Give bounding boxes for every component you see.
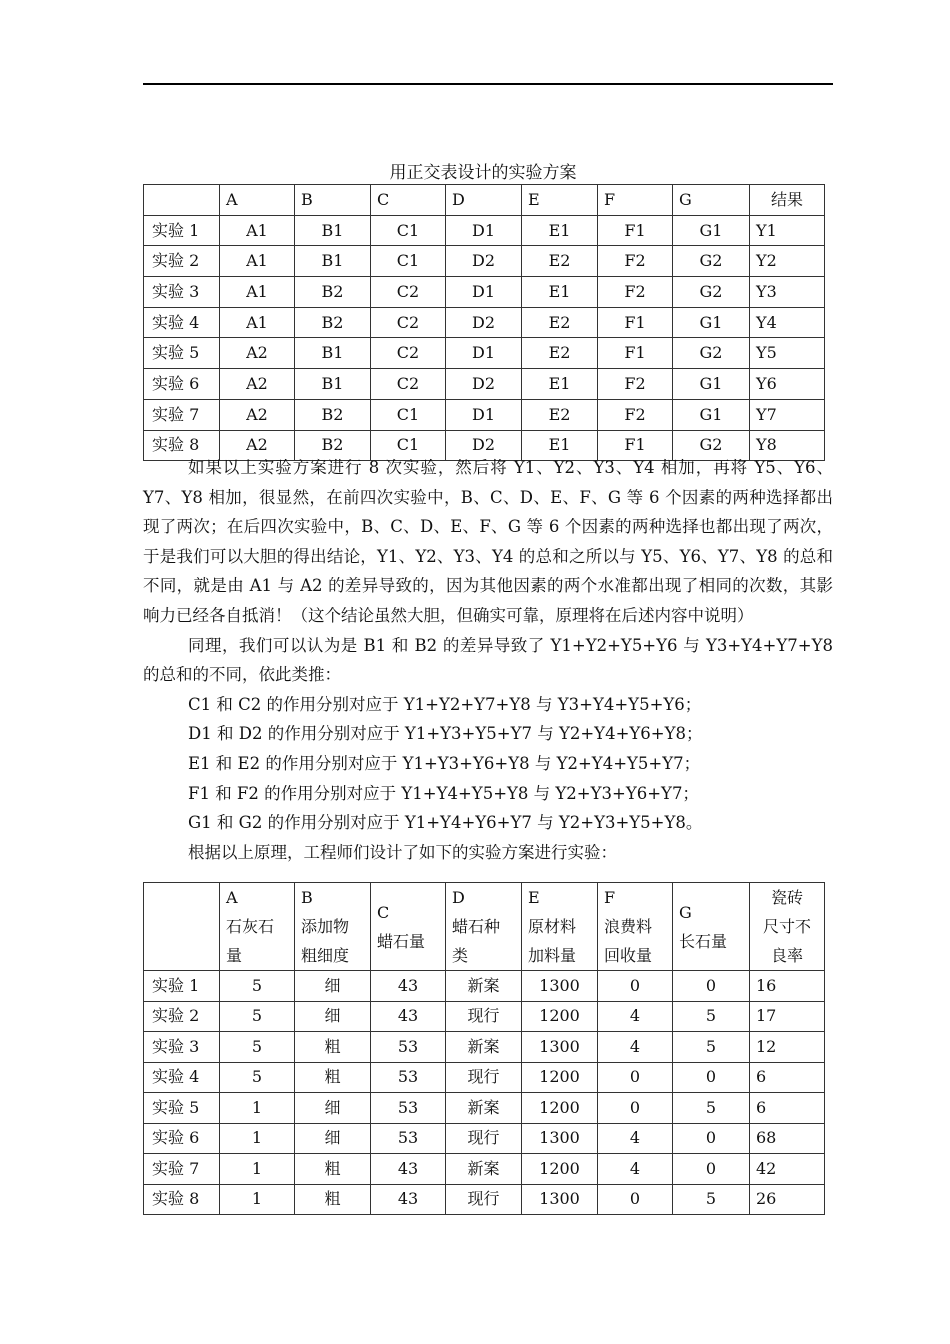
table-cell: 新案 [446, 1032, 522, 1063]
table-cell: 4 [598, 1154, 673, 1185]
table-cell: 粗 [295, 1184, 371, 1215]
table-cell: B1 [295, 369, 371, 400]
table-cell: 0 [598, 1093, 673, 1124]
table-cell: Y2 [750, 246, 825, 277]
table-cell: F2 [598, 369, 673, 400]
table-cell: C2 [371, 277, 446, 308]
table2-header-cell: E 原材料 加料量 [522, 883, 598, 971]
table-cell: 现行 [446, 1123, 522, 1154]
table-cell: D2 [446, 307, 522, 338]
table1-header-cell: 结果 [750, 185, 825, 216]
table-cell: Y6 [750, 369, 825, 400]
table-cell: C2 [371, 369, 446, 400]
table-cell: 细 [295, 1123, 371, 1154]
table-cell: 17 [750, 1001, 825, 1032]
table-cell: 1200 [522, 1093, 598, 1124]
table-cell: F2 [598, 277, 673, 308]
table-cell: 0 [673, 1154, 750, 1185]
formula-line-c: C1 和 C2 的作用分别对应于 Y1+Y2+Y7+Y8 与 Y3+Y4+Y5+Y6； [188, 694, 702, 714]
table-cell: A1 [220, 307, 295, 338]
table-cell: A2 [220, 399, 295, 430]
table-row [144, 338, 825, 369]
table-cell: 43 [371, 971, 446, 1002]
row-label: 实验 1 [144, 215, 220, 246]
table1-header-cell: C [371, 185, 446, 216]
table2-header-cell: G 长石量 [673, 883, 750, 971]
paragraph-analysis: 如果以上实验方案进行 8 次实验，然后将 Y1、Y2、Y3、Y4 相加，再将 Y5、Y6、Y7、Y8 相加，很显然，在前四次实验中，B、C、D、E、F、G 等 6 个因素的两种选择都出现了两次；在后四次实验中，B、C、D、E、F、G 等 6 个因素的两种选择也都出现了两次，于是我们可以大胆的得出结论，Y1、Y2、Y3、Y4 的总和之所以与 Y5、Y6、Y7、Y8 的总和不同，就是由 A1 与 A2 的差异导致的，因为其他因素的两个水准都出现了相同的次数，其影响力已经各自抵消！（这个结论虽然大胆，但确实可靠，原理将在后述内容中说明） [143, 458, 833, 625]
table-cell: G2 [673, 277, 750, 308]
table-cell: 4 [598, 1123, 673, 1154]
table-row [144, 1001, 825, 1032]
table-cell: F1 [598, 307, 673, 338]
table-cell: 12 [750, 1032, 825, 1063]
table-cell: 1300 [522, 1123, 598, 1154]
paragraph-design-intro: 根据以上原理，工程师们设计了如下的实验方案进行实验： [188, 842, 617, 862]
table-cell: 0 [598, 1184, 673, 1215]
table1-header-cell: D [446, 185, 522, 216]
table-cell: C2 [371, 338, 446, 369]
table-cell: 0 [598, 1062, 673, 1093]
table1-header-cell: A [220, 185, 295, 216]
table-cell: Y7 [750, 399, 825, 430]
table-cell: 粗 [295, 1032, 371, 1063]
table-cell: D2 [446, 369, 522, 400]
table-cell: 现行 [446, 1001, 522, 1032]
row-label: 实验 7 [144, 1154, 220, 1185]
table-cell: 5 [220, 1001, 295, 1032]
table-cell: A2 [220, 430, 295, 461]
table-cell: C1 [371, 430, 446, 461]
table-row [144, 277, 825, 308]
table-cell: Y8 [750, 430, 825, 461]
table-cell: A1 [220, 215, 295, 246]
table-cell: G2 [673, 338, 750, 369]
table-cell: A1 [220, 277, 295, 308]
table-cell: 53 [371, 1093, 446, 1124]
table1-header-row [144, 185, 825, 216]
table-cell: 1 [220, 1154, 295, 1185]
table-row [144, 1184, 825, 1215]
table-cell: A2 [220, 369, 295, 400]
table-cell: C2 [371, 307, 446, 338]
table-row [144, 215, 825, 246]
table-cell: E1 [522, 369, 598, 400]
table-cell: B2 [295, 399, 371, 430]
table-cell: 0 [673, 1062, 750, 1093]
table-cell: B1 [295, 246, 371, 277]
table-cell: 26 [750, 1184, 825, 1215]
table-cell: C1 [371, 246, 446, 277]
table-cell: 4 [598, 1032, 673, 1063]
row-label: 实验 7 [144, 399, 220, 430]
table-cell: E1 [522, 430, 598, 461]
table-cell: 5 [673, 1032, 750, 1063]
table2-header-cell: 瓷砖 尺寸不 良率 [750, 883, 825, 971]
row-label: 实验 6 [144, 369, 220, 400]
row-label: 实验 2 [144, 246, 220, 277]
table-row [144, 1062, 825, 1093]
table-row [144, 971, 825, 1002]
row-label: 实验 8 [144, 430, 220, 461]
table-cell: G1 [673, 215, 750, 246]
table-cell: E2 [522, 338, 598, 369]
table1-header-cell: E [522, 185, 598, 216]
paragraph-similarly: 同理，我们可以认为是 B1 和 B2 的差异导致了 Y1+Y2+Y5+Y6 与 Y3+Y4+Y7+Y8 的总和的不同，依此类推： [143, 635, 833, 685]
table2-header-cell: D 蜡石种 类 [446, 883, 522, 971]
table1-header-cell: B [295, 185, 371, 216]
table-cell: F1 [598, 215, 673, 246]
table-cell: 6 [750, 1093, 825, 1124]
table-cell: 5 [673, 1093, 750, 1124]
row-label: 实验 4 [144, 1062, 220, 1093]
table-cell: 1300 [522, 971, 598, 1002]
table-row [144, 1154, 825, 1185]
table-cell: Y5 [750, 338, 825, 369]
table-cell: 53 [371, 1123, 446, 1154]
table-cell: D1 [446, 215, 522, 246]
table-cell: Y3 [750, 277, 825, 308]
table-row [144, 246, 825, 277]
table-cell: 新案 [446, 1154, 522, 1185]
table-cell: 1200 [522, 1062, 598, 1093]
table-cell: E2 [522, 246, 598, 277]
table-cell: 43 [371, 1154, 446, 1185]
row-label: 实验 2 [144, 1001, 220, 1032]
formula-line-f: F1 和 F2 的作用分别对应于 Y1+Y4+Y5+Y8 与 Y2+Y3+Y6+Y7； [188, 783, 699, 803]
table-cell: 6 [750, 1062, 825, 1093]
table-cell: 53 [371, 1032, 446, 1063]
table-cell: D2 [446, 430, 522, 461]
table-cell: 1300 [522, 1184, 598, 1215]
row-label: 实验 5 [144, 338, 220, 369]
table-cell: 5 [673, 1001, 750, 1032]
table-cell: 5 [220, 1062, 295, 1093]
table-row [144, 1093, 825, 1124]
formula-line-g: G1 和 G2 的作用分别对应于 Y1+Y4+Y6+Y7 与 Y2+Y3+Y5+Y8。 [188, 813, 703, 833]
row-label: 实验 8 [144, 1184, 220, 1215]
table-cell: 现行 [446, 1062, 522, 1093]
header-rule [143, 83, 833, 85]
table2-header-cell [144, 883, 220, 971]
table-cell: 16 [750, 971, 825, 1002]
table-cell: B2 [295, 430, 371, 461]
table-cell: 53 [371, 1062, 446, 1093]
orthogonal-table [143, 184, 825, 461]
table-cell: 43 [371, 1001, 446, 1032]
table-cell: Y1 [750, 215, 825, 246]
table-cell: F2 [598, 246, 673, 277]
table-cell: 43 [371, 1184, 446, 1215]
table-row [144, 369, 825, 400]
table-cell: G1 [673, 369, 750, 400]
row-label: 实验 1 [144, 971, 220, 1002]
table-cell: 1 [220, 1184, 295, 1215]
table-cell: B1 [295, 338, 371, 369]
table1-header-cell: G [673, 185, 750, 216]
table-cell: E1 [522, 215, 598, 246]
table-cell: 细 [295, 1093, 371, 1124]
table-row [144, 1032, 825, 1063]
table-cell: 新案 [446, 971, 522, 1002]
row-label: 实验 3 [144, 1032, 220, 1063]
table-cell: B1 [295, 215, 371, 246]
row-label: 实验 5 [144, 1093, 220, 1124]
row-label: 实验 3 [144, 277, 220, 308]
table-cell: E2 [522, 399, 598, 430]
formula-line-e: E1 和 E2 的作用分别对应于 Y1+Y3+Y6+Y8 与 Y2+Y4+Y5+Y7； [188, 753, 701, 773]
table1-caption: 用正交表设计的实验方案 [389, 163, 577, 183]
table-cell: E2 [522, 307, 598, 338]
table2-header-cell: A 石灰石 量 [220, 883, 295, 971]
table-cell: 5 [220, 1032, 295, 1063]
table-cell: 1 [220, 1123, 295, 1154]
table-cell: G1 [673, 307, 750, 338]
table-cell: Y4 [750, 307, 825, 338]
table-cell: A2 [220, 338, 295, 369]
table-cell: D1 [446, 399, 522, 430]
table-cell: 1 [220, 1093, 295, 1124]
table-cell: 0 [598, 971, 673, 1002]
table1-header-cell [144, 185, 220, 216]
tile-experiment-table [143, 882, 825, 1215]
table-cell: F1 [598, 338, 673, 369]
table-cell: 1300 [522, 1032, 598, 1063]
table-cell: 现行 [446, 1184, 522, 1215]
row-label: 实验 4 [144, 307, 220, 338]
table-cell: 细 [295, 971, 371, 1002]
body-text [143, 453, 833, 867]
table2-header-cell: C 蜡石量 [371, 883, 446, 971]
table-cell: 新案 [446, 1093, 522, 1124]
table-cell: A1 [220, 246, 295, 277]
table-cell: 5 [220, 971, 295, 1002]
table-cell: 粗 [295, 1154, 371, 1185]
table-cell: F2 [598, 399, 673, 430]
table-cell: 5 [673, 1184, 750, 1215]
table-cell: 1200 [522, 1154, 598, 1185]
table-cell: F1 [598, 430, 673, 461]
table-row [144, 1123, 825, 1154]
table-cell: B2 [295, 307, 371, 338]
table-cell: 0 [673, 1123, 750, 1154]
table-row [144, 399, 825, 430]
table-cell: E1 [522, 277, 598, 308]
table-cell: D1 [446, 338, 522, 369]
table-cell: 4 [598, 1001, 673, 1032]
table2-header-cell: F 浪费料 回收量 [598, 883, 673, 971]
table2-header-cell: B 添加物 粗细度 [295, 883, 371, 971]
table-cell: D1 [446, 277, 522, 308]
table-cell: G1 [673, 399, 750, 430]
table-cell: G2 [673, 430, 750, 461]
table-cell: 0 [673, 971, 750, 1002]
table-cell: D2 [446, 246, 522, 277]
table-cell: 68 [750, 1123, 825, 1154]
table2-header-row [144, 883, 825, 971]
table-row [144, 307, 825, 338]
table-cell: C1 [371, 399, 446, 430]
table-cell: G2 [673, 246, 750, 277]
table-cell: B2 [295, 277, 371, 308]
table-cell: 粗 [295, 1062, 371, 1093]
row-label: 实验 6 [144, 1123, 220, 1154]
table-cell: C1 [371, 215, 446, 246]
table1-header-cell: F [598, 185, 673, 216]
table-cell: 42 [750, 1154, 825, 1185]
formula-line-d: D1 和 D2 的作用分别对应于 Y1+Y3+Y5+Y7 与 Y2+Y4+Y6+Y8； [188, 724, 703, 744]
table-cell: 1200 [522, 1001, 598, 1032]
table-cell: 细 [295, 1001, 371, 1032]
